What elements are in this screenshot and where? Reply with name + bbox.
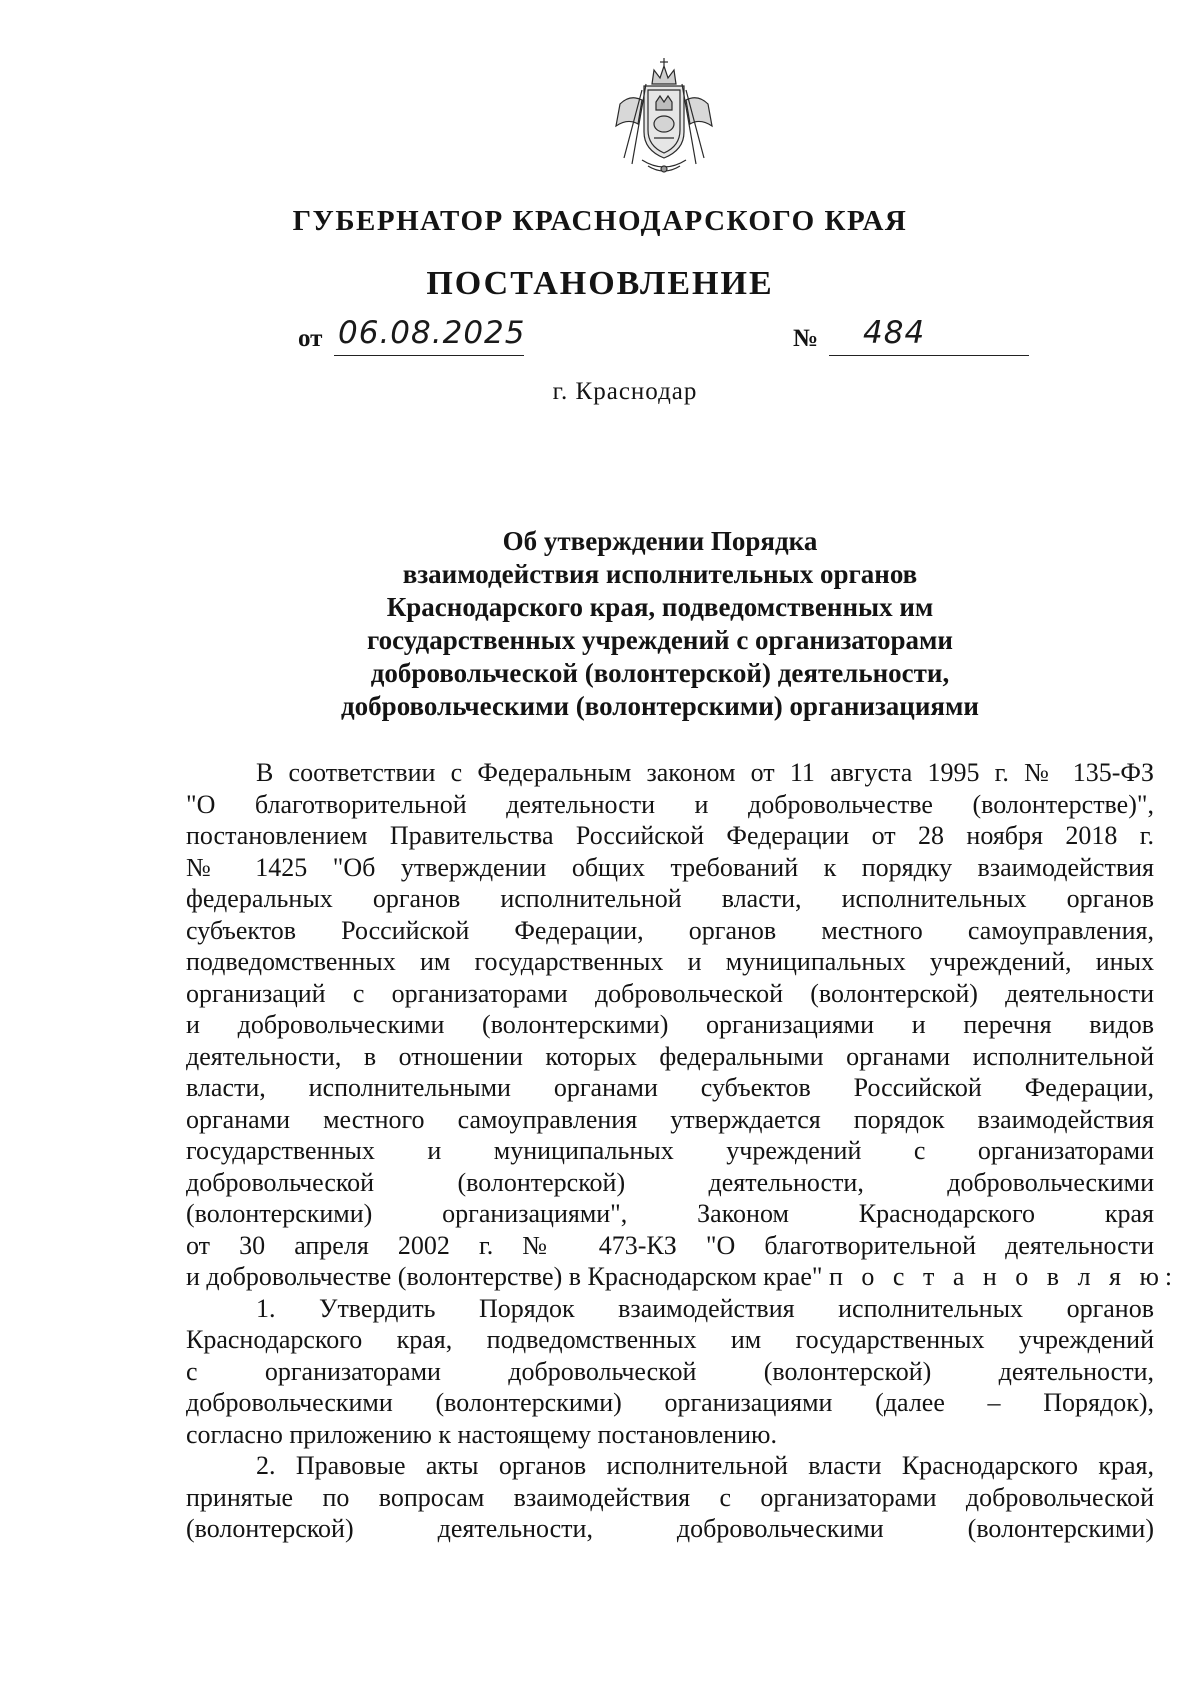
body-line: добровольческой (волонтерской) деятельности, добровольческими	[186, 1167, 1154, 1197]
body-line: подведомственных им государственных и муниципальных учреждений, иных	[186, 947, 1154, 976]
coat-of-arms-icon	[608, 54, 720, 180]
body-line: 1. Утвердить Порядок взаимодействия исполнительных органов	[256, 1293, 1154, 1323]
body-line: (волонтерской) деятельности, добровольческими (волонтерскими)	[186, 1514, 1154, 1543]
title-line: Краснодарского края, подведомственных им	[386, 592, 934, 622]
date-field	[298, 315, 526, 353]
body-line-text: и добровольчестве (волонтерстве) в Краснодарском крае"	[186, 1262, 823, 1291]
body-line: постановлением Правительства Российской Федерации от 28 ноября 2018 г.	[186, 821, 1154, 850]
body-line: субъектов Российской Федерации, органов местного самоуправления,	[186, 915, 1154, 945]
title-line: добровольческой (волонтерской) деятельности,	[370, 658, 950, 688]
body-line: организаций с организаторами добровольческой (волонтерской) деятельности	[186, 978, 1154, 1008]
body-line: власти, исполнительными органами субъектов Российской Федерации,	[186, 1073, 1154, 1102]
body-line: от 30 апреля 2002 г. № 473-КЗ "О благотворительной деятельности	[186, 1230, 1154, 1260]
body-line: В соответствии с Федеральным законом от 11 августа 1995 г. № 135-ФЗ	[256, 758, 1154, 787]
body-line: органами местного самоуправления утверждается порядок взаимодействия	[186, 1104, 1154, 1134]
body-line: добровольческими (волонтерскими) организациями (далее – Порядок),	[186, 1388, 1154, 1417]
body-line: Краснодарского края, подведомственных им государственных учреждений	[186, 1325, 1154, 1354]
body-line: 2. Правовые акты органов исполнительной власти Краснодарского края,	[256, 1451, 1154, 1480]
body-line: принятые по вопросам взаимодействия с организаторами добровольческой	[186, 1482, 1154, 1512]
body-line: (волонтерскими) организациями", Законом Краснодарского края	[186, 1199, 1154, 1228]
title-line: взаимодействия исполнительных органов	[402, 559, 918, 589]
body-line: деятельности, в отношении которых федеральными органами исполнительной	[186, 1041, 1154, 1071]
date-underline	[334, 355, 524, 356]
body-line: согласно приложению к настоящему постановлению.	[186, 1419, 777, 1449]
number-prefix: №	[793, 325, 819, 352]
handwritten-date: 06.08.2025	[338, 315, 526, 351]
body-line: федеральных органов исполнительной власти, исполнительных органов	[186, 884, 1154, 913]
body-line: с организаторами добровольческой (волонтерской) деятельности,	[186, 1356, 1154, 1386]
coat-of-arms-emblem	[608, 54, 720, 180]
title-line: государственных учреждений с организаторами	[367, 625, 953, 655]
document-body	[186, 757, 1179, 1545]
document-type: ПОСТАНОВЛЕНИЕ	[426, 265, 774, 302]
issuing-authority: ГУБЕРНАТОР КРАСНОДАРСКОГО КРАЯ	[292, 205, 908, 237]
body-line: и добровольческими (волонтерскими) организациями и перечня видов	[186, 1010, 1154, 1039]
decree-verb: п о с т а н о в л я ю:	[829, 1262, 1179, 1291]
document-title	[180, 525, 1140, 723]
handwritten-number: 484	[863, 315, 926, 351]
number-field	[793, 315, 926, 353]
body-line: "О благотворительной деятельности и добровольчестве (волонтерстве)",	[186, 789, 1154, 819]
body-line: № 1425 "Об утверждении общих требований к порядку взаимодействия	[186, 852, 1154, 882]
city: г. Краснодар	[552, 378, 698, 405]
date-prefix: от	[298, 325, 323, 352]
title-line: Об утверждении Порядка	[502, 526, 818, 556]
body-line: государственных и муниципальных учреждений с организаторами	[186, 1136, 1154, 1165]
body-line	[186, 1261, 1179, 1293]
number-underline	[829, 355, 1029, 356]
title-line: добровольческими (волонтерскими) организациями	[341, 691, 979, 721]
